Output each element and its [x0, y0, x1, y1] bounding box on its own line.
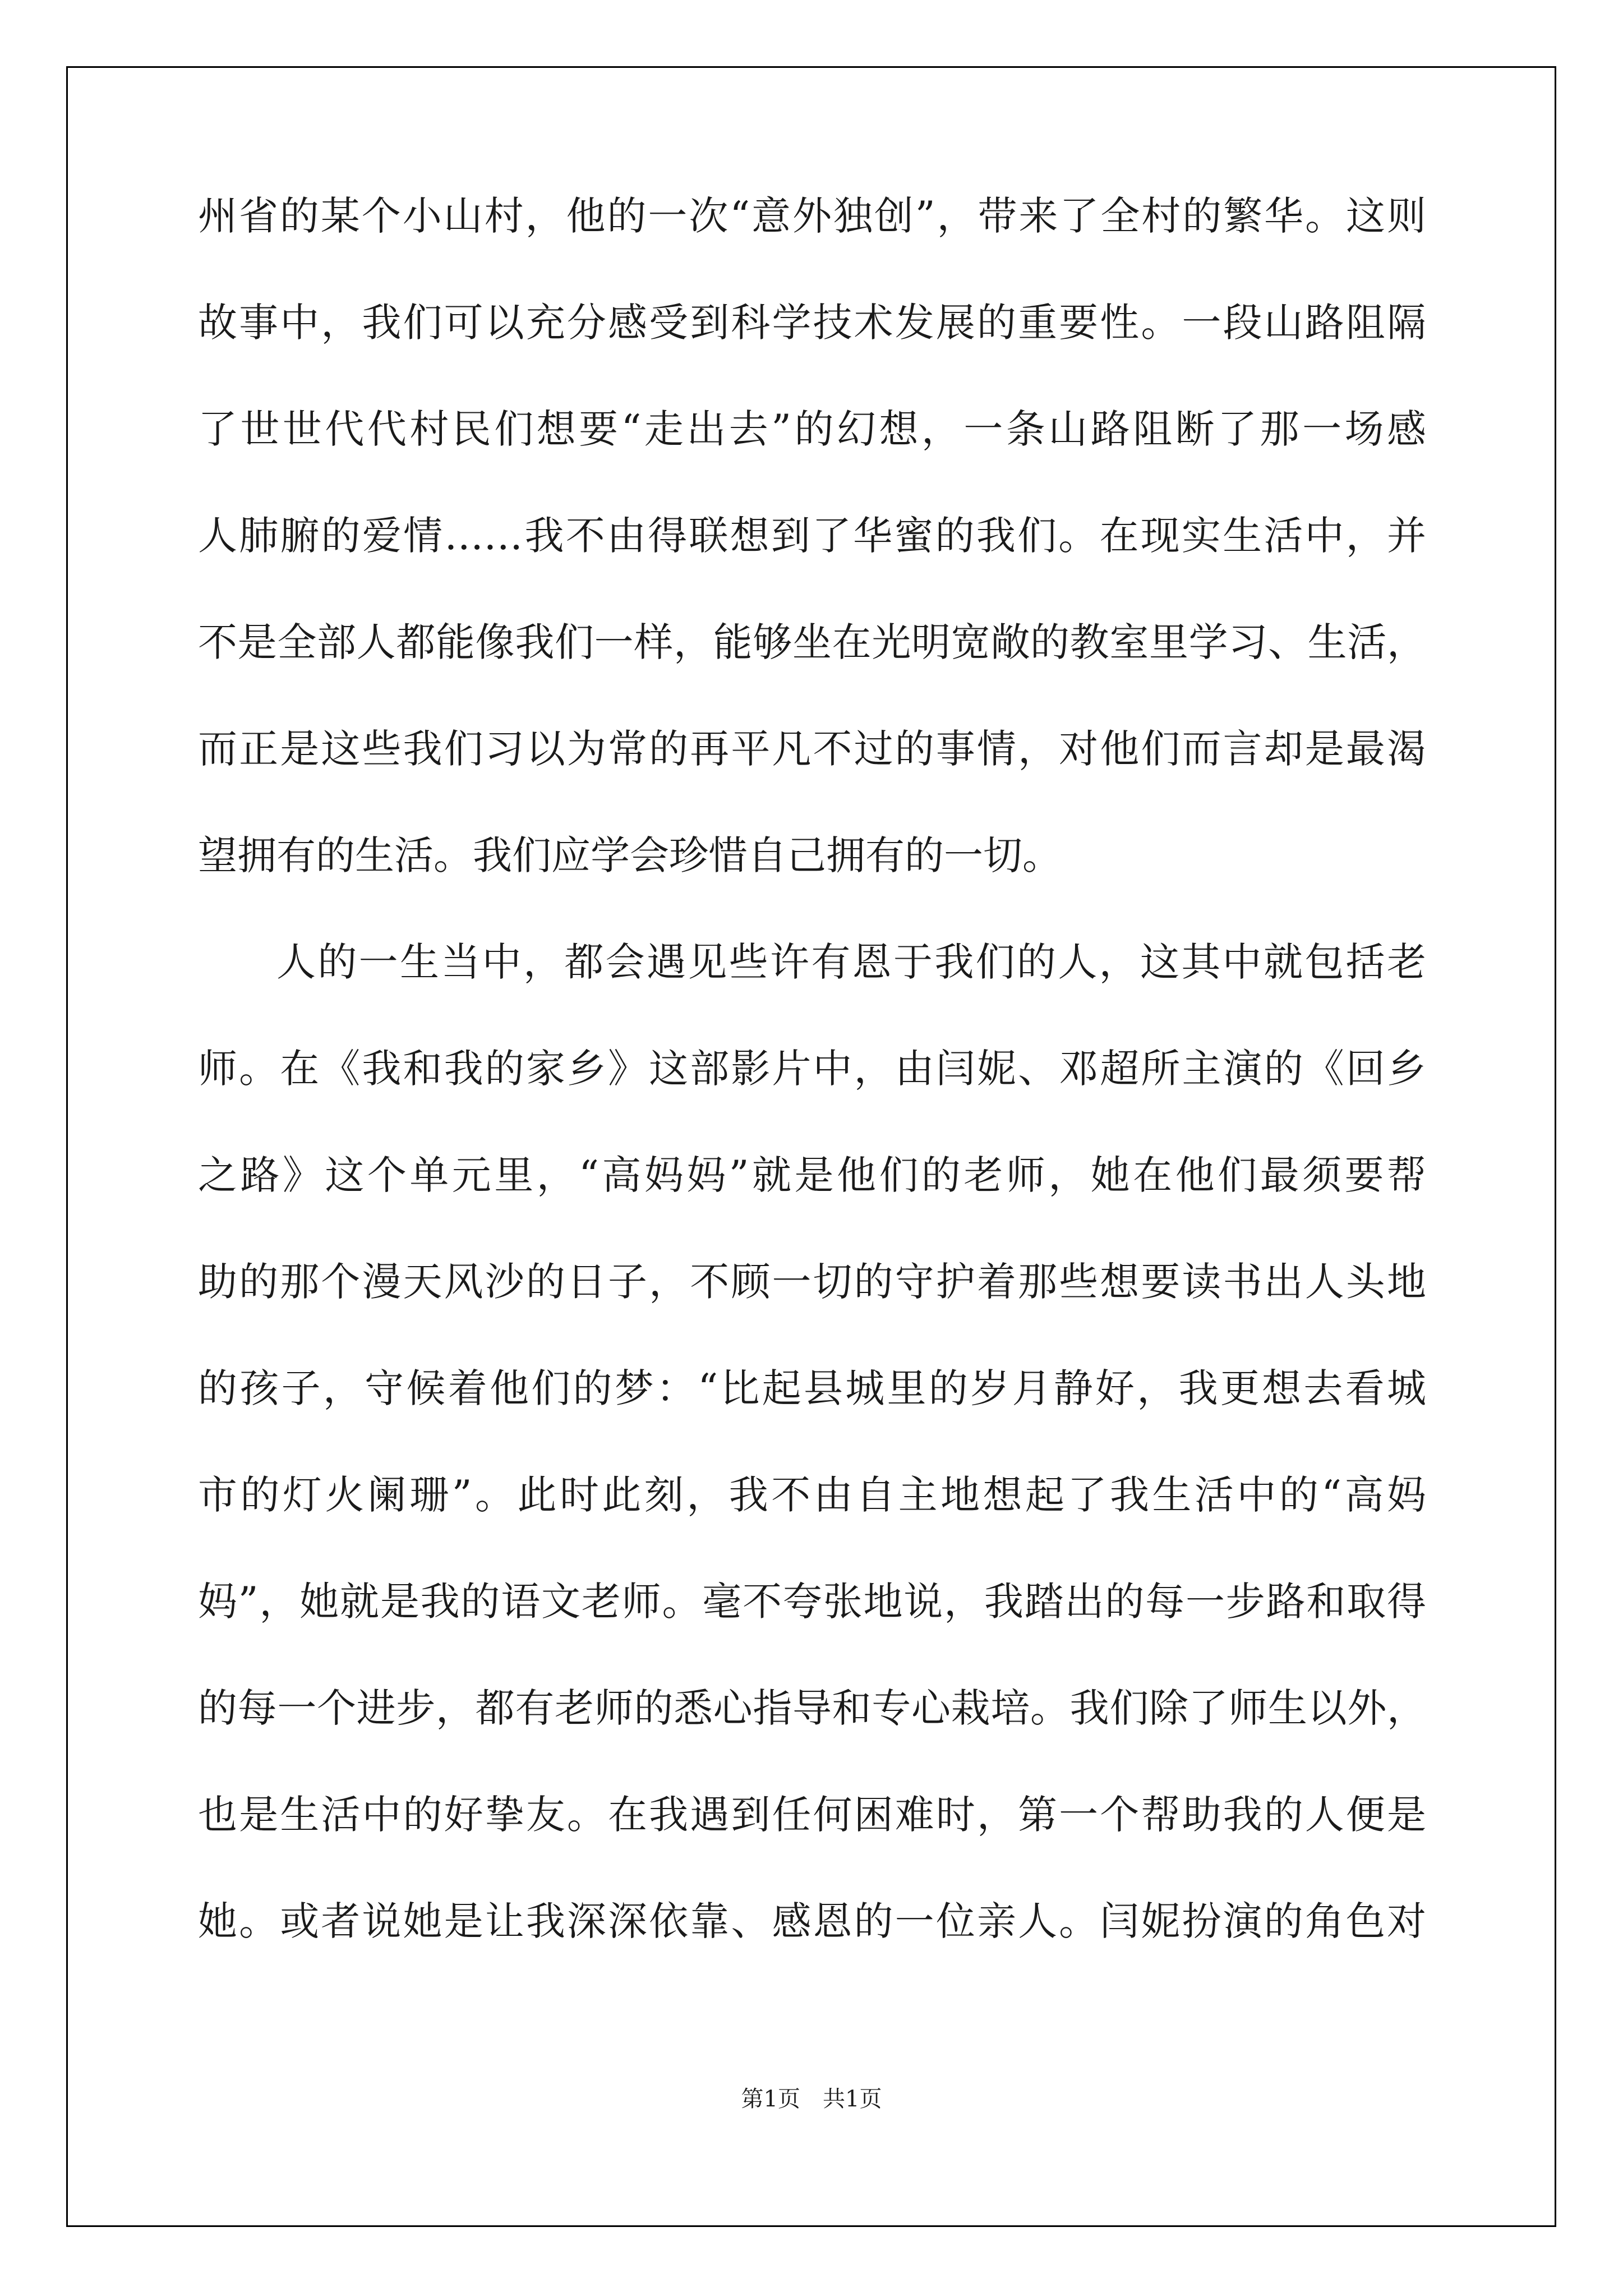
- text-line: 人的一生当中，都会遇见些许有恩于我们的人，这其中就包括老: [276, 939, 1426, 985]
- document-body: [198, 163, 1426, 1975]
- text-line: 而正是这些我们习以为常的再平凡不过的事情，对他们而言却是最渴: [198, 726, 1426, 772]
- text-line: 故事中，我们可以充分感受到科学技术发展的重要性。一段山路阻隔: [198, 300, 1426, 346]
- text-line: 的每一个进步，都有老师的悉心指导和专心栽培。我们除了师生以外，: [198, 1685, 1426, 1731]
- text-line: 人肺腑的爱情……我不由得联想到了华蜜的我们。在现实生活中，并: [198, 513, 1426, 559]
- text-line: 师。在《我和我的家乡》这部影片中，由闫妮、邓超所主演的《回乡: [198, 1046, 1426, 1092]
- text-line: 望拥有的生活。我们应学会珍惜自己拥有的一切。: [198, 832, 1062, 878]
- text-line: 也是生活中的好挚友。在我遇到任何困难时，第一个帮助我的人便是: [198, 1792, 1426, 1838]
- text-line: 州省的某个小山村，他的一次“意外独创”，带来了全村的繁华。这则: [198, 193, 1426, 239]
- text-line: 了世世代代村民们想要“走出去”的幻想，一条山路阻断了那一场感: [198, 406, 1426, 452]
- text-line: 助的那个漫天风沙的日子，不顾一切的守护着那些想要读书出人头地: [198, 1259, 1426, 1305]
- text-line: 之路》这个单元里，“高妈妈”就是他们的老师，她在他们最须要帮: [198, 1152, 1426, 1198]
- text-line: 市的灯火阑珊”。此时此刻，我不由自主地想起了我生活中的“高妈: [198, 1472, 1426, 1518]
- page-number-label: 第1页 共1页: [741, 2086, 882, 2112]
- page-footer: [0, 2081, 1623, 2113]
- text-line: 不是全部人都能像我们一样，能够坐在光明宽敞的教室里学习、生活，: [198, 619, 1426, 665]
- text-line: 她。或者说她是让我深深依靠、感恩的一位亲人。闫妮扮演的角色对: [198, 1898, 1426, 1944]
- text-line: 的孩子，守候着他们的梦：“比起县城里的岁月静好，我更想去看城: [198, 1365, 1426, 1411]
- text-line: 妈”，她就是我的语文老师。毫不夸张地说，我踏出的每一步路和取得: [198, 1579, 1426, 1625]
